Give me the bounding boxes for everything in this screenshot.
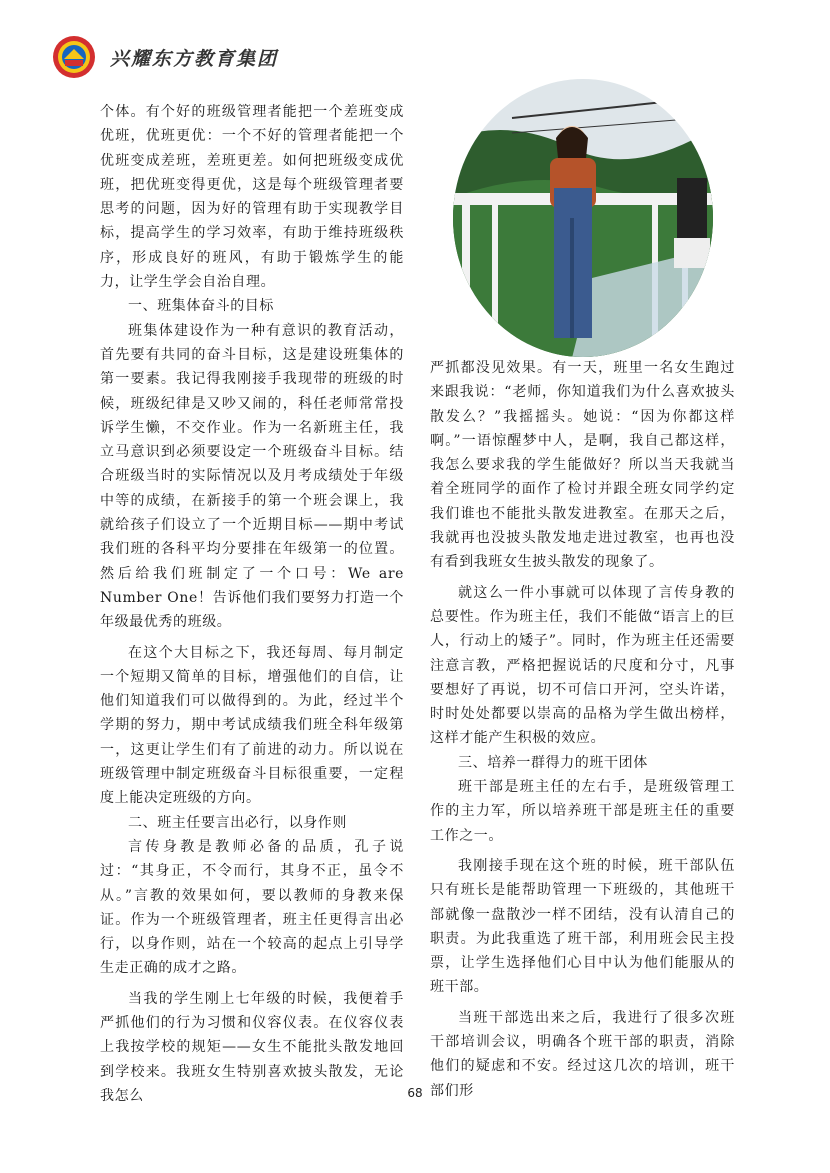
- page-number: 68: [407, 1086, 423, 1100]
- body-paragraph: 严抓都没见效果。有一天，班里一名女生跑过来跟我说：“老师，你知道我们为什么喜欢披头散发么？”我摇摇头。她说：“因为你都这样啊。”一语惊醒梦中人，是啊，我自己都这样，我怎么要求我的学生能做好？所以当天我就当着全班同学的面作了检讨并跟全班女同学约定我们谁也不能批头散发进教室。在那天之后，我就再也没披头散发地走进过教室，也再也没有看到我班女生披头散发的现象了。: [430, 360, 735, 571]
- body-paragraph: 当班干部选出来之后，我进行了很多次班干部培训会议，明确各个班干部的职责，消除他们的疑虑和不安。经过这几次的培训，班干部们形: [430, 1009, 735, 1099]
- left-column: [100, 100, 404, 1108]
- body-paragraph: 个体。有个好的班级管理者能把一个差班变成优班，优班更优：一个不好的管理者能把一个优班变成差班，差班更差。如何把班级变成优班，把优班变得更优，这是每个班级管理者要思考的问题，因为好的管理有助于实现教学目标，提高学生的学习效率，有助于维持班级秩序，形成良好的班风，有助于锻炼学生的能力，让学生学会自治自理。: [100, 104, 404, 291]
- body-paragraph: 言传身教是教师必备的品质，孔子说过：“其身正，不令而行，其身不正，虽令不从。”言教的效果如何，要以教师的身教来保证。作为一个班级管理者，班主任更得言出必行，以身作则，站在一个较高的起点上引导学生走正确的成才之路。: [100, 838, 404, 977]
- section-heading: 一、班集体奋斗的目标: [128, 298, 274, 315]
- page-header: [52, 34, 278, 80]
- teacher-photo-oval: [452, 78, 714, 358]
- section-heading: 二、班主任要言出必行，以身作则: [128, 814, 347, 831]
- right-column: [430, 356, 735, 1103]
- body-paragraph: 在这个大目标之下，我还每周、每月制定一个短期又简单的目标，增强他们的自信，让他们知道我们可以做得到的。为此，经过半个学期的努力，期中考试成绩我们班全科年级第一，这更让学生们有了前进的动力。所以说在班级管理中制定班级奋斗目标很重要，一定程度上能决定班级的方向。: [100, 644, 404, 807]
- body-paragraph: 当我的学生刚上七年级的时候，我便着手严抓他们的行为习惯和仪容仪表。在仪容仪表上我按学校的规矩——女生不能批头散发地回到学校来。我班女生特别喜欢披头散发，无论我怎么: [100, 990, 404, 1104]
- body-paragraph: 我刚接手现在这个班的时候，班干部队伍只有班长是能帮助管理一下班级的，其他班干部就像一盘散沙一样不团结，没有认清自己的职责。为此我重选了班干部，利用班会民主投票，让学生选择他们心目中认为他们能服从的班干部。: [430, 857, 735, 996]
- school-emblem-icon: [52, 35, 96, 79]
- organization-name: 兴耀东方教育集团: [110, 47, 279, 70]
- body-paragraph: 就这么一件小事就可以体现了言传身教的总要性。作为班主任，我们不能做“语言上的巨人，行动上的矮子”。同时，作为班主任还需要注意言教，严格把握说话的尺度和分寸，凡事要想好了再说，切不可信口开河，空头许诺，时时处处都要以崇高的品格为学生做出榜样，这样才能产生积极的效应。: [430, 584, 735, 747]
- body-paragraph: 班集体建设作为一种有意识的教育活动，首先要有共同的奋斗目标，这是建设班集体的第一要素。我记得我刚接手我现带的班级的时候，班级纪律是又吵又闹的，科任老师常常投诉学生懒，不交作业。作为一名新班主任，我立马意识到必须要设定一个班级奋斗目标。结合班级当时的实际情况以及月考成绩处于年级中等的成绩，在新接手的第一个班会课上，我就给孩子们设立了一个近期目标——期中考试我们班的各科平均分要排在年级第一的位置。然后给我们班制定了一个口号：We are Number One！告诉他们我们要努力打造一个年级最优秀的班级。: [100, 322, 404, 631]
- section-heading: 三、培养一群得力的班干团体: [458, 754, 648, 771]
- body-paragraph: 班干部是班主任的左右手，是班级管理工作的主力军，所以培养班干部是班主任的重要工作之一。: [430, 779, 735, 844]
